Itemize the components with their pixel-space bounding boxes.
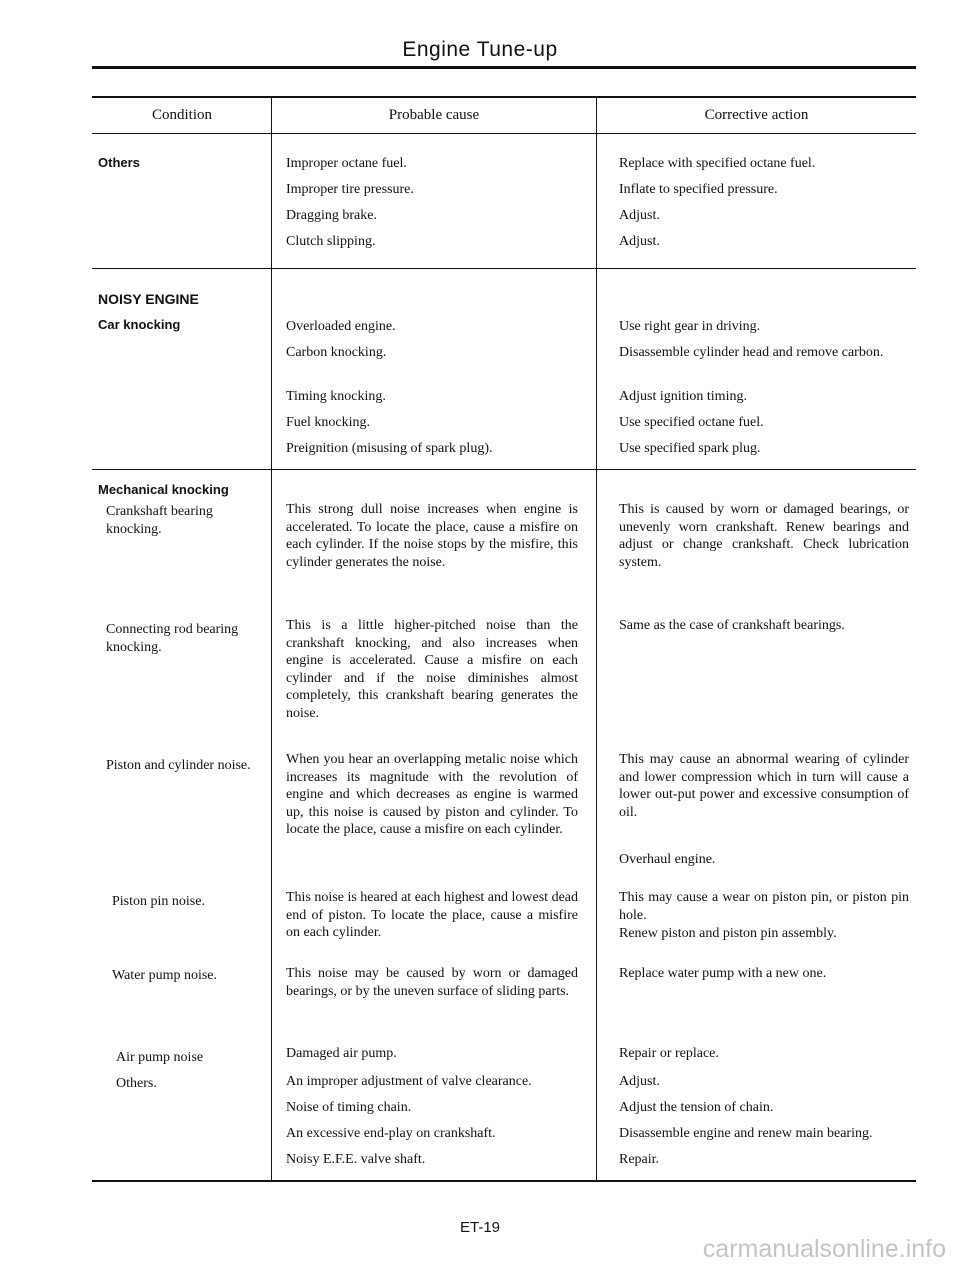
cause-item: Improper tire pressure.	[286, 182, 414, 197]
cause-item: Carbon knocking.	[286, 345, 387, 360]
cause-connecting-rod: This is a little higher-pitched noise than the crankshaft knocking, and also increases when engine is accelerated. Cause a misfire on each cylinder and if the noise diminishes almost completely, this crankshaft bearing generates the noise.	[286, 618, 578, 721]
condition-air-pump: Air pump noise	[116, 1050, 204, 1065]
cause-piston-pin: This noise is heared at each highest and lowest dead end of piston. To locate the place, cause a misfire on each cylinder.	[286, 890, 578, 940]
cause-piston-cylinder: When you hear an overlapping metalic noise which increases its magnitude with the revolution of engine and which decreases as engine is warmed up, this noise is caused by piston and cylinder. To locate the place, cause a misfire on each cylinder.	[286, 752, 578, 837]
condition-others-final: Others.	[116, 1076, 157, 1091]
condition-piston-cylinder: Piston and cylinder noise.	[106, 758, 251, 773]
action-item: Disassemble cylinder head and remove carbon.	[619, 345, 884, 360]
cause-item: Overloaded engine.	[286, 319, 396, 334]
action-item: Adjust.	[619, 1074, 660, 1089]
action-piston-pin: This may cause a wear on piston pin, or piston pin hole.	[619, 890, 909, 923]
cause-item: Damaged air pump.	[286, 1046, 397, 1061]
action-item: Use specified spark plug.	[619, 441, 761, 456]
action-item: Replace with specified octane fuel.	[619, 156, 816, 171]
cause-item: Preignition (misusing of spark plug).	[286, 441, 493, 456]
mechanical-knocking-heading: Mechanical knocking	[98, 482, 229, 497]
condition-water-pump: Water pump noise.	[112, 968, 218, 983]
header-rule	[92, 133, 916, 134]
condition-others-heading: Others	[98, 155, 140, 170]
action-item: Use specified octane fuel.	[619, 415, 764, 430]
header-probable-cause: Probable cause	[388, 107, 480, 123]
cause-item: An excessive end-play on crankshaft.	[286, 1126, 496, 1141]
cause-item: Noisy E.F.E. valve shaft.	[286, 1152, 426, 1167]
action-item: Inflate to specified pressure.	[619, 182, 778, 197]
section-rule-1	[92, 268, 916, 269]
cause-water-pump: This noise may be caused by worn or damaged bearings, or by the uneven surface of sliding parts.	[286, 966, 578, 999]
action-water-pump: Replace water pump with a new one.	[619, 966, 827, 981]
section-rule-2	[92, 469, 916, 470]
action-piston-cylinder: This may cause an abnormal wearing of cylinder and lower compression which in turn will cause a lower out-put power and excessive consumption of oil.	[619, 752, 909, 820]
action-crankshaft-bearing: This is caused by worn or damaged bearings, or unevenly worn crankshaft. Renew bearings and adjust or change crankshaft. Check lubrication system.	[619, 502, 909, 570]
cause-crankshaft-bearing: This strong dull noise increases when engine is accelerated. To locate the place, cause a misfire on each cylinder. If the noise stops by the misfire, this cylinder generates the noise.	[286, 502, 578, 570]
header-condition: Condition	[151, 107, 212, 123]
page-number: ET-19	[459, 1219, 501, 1236]
table-bottom-rule	[92, 1180, 916, 1182]
cause-item: Noise of timing chain.	[286, 1100, 412, 1115]
action-connecting-rod: Same as the case of crankshaft bearings.	[619, 618, 845, 633]
action-item: Adjust ignition timing.	[619, 389, 747, 404]
cause-item: Dragging brake.	[286, 208, 377, 223]
condition-connecting-rod: Connecting rod bearing knocking.	[106, 622, 239, 655]
action-item: Use right gear in driving.	[619, 319, 761, 334]
title-rule	[92, 66, 916, 69]
action-overhaul-engine: Overhaul engine.	[619, 852, 716, 867]
column-divider-2	[596, 96, 597, 1181]
action-renew-piston: Renew piston and piston pin assembly.	[619, 926, 837, 941]
action-item: Repair.	[619, 1152, 660, 1167]
cause-item: Improper octane fuel.	[286, 156, 407, 171]
condition-crankshaft-bearing: Crankshaft bearing knocking.	[106, 504, 213, 537]
action-item: Disassemble engine and renew main bearing.	[619, 1126, 873, 1141]
noisy-engine-heading: NOISY ENGINE	[98, 291, 199, 307]
cause-item: An improper adjustment of valve clearance.	[286, 1074, 532, 1089]
action-item: Adjust the tension of chain.	[619, 1100, 774, 1115]
column-divider-1	[271, 96, 272, 1181]
page-title: Engine Tune-up	[402, 38, 558, 61]
watermark[interactable]: carmanualsonline.info	[702, 1235, 946, 1263]
action-item: Repair or replace.	[619, 1046, 719, 1061]
cause-item: Fuel knocking.	[286, 415, 370, 430]
car-knocking-heading: Car knocking	[98, 317, 181, 332]
cause-item: Clutch slipping.	[286, 234, 376, 249]
action-item: Adjust.	[619, 208, 660, 223]
condition-piston-pin: Piston pin noise.	[112, 894, 205, 909]
action-item: Adjust.	[619, 234, 660, 249]
table-top-rule	[92, 96, 916, 98]
cause-item: Timing knocking.	[286, 389, 386, 404]
header-corrective-action: Corrective action	[704, 107, 809, 123]
